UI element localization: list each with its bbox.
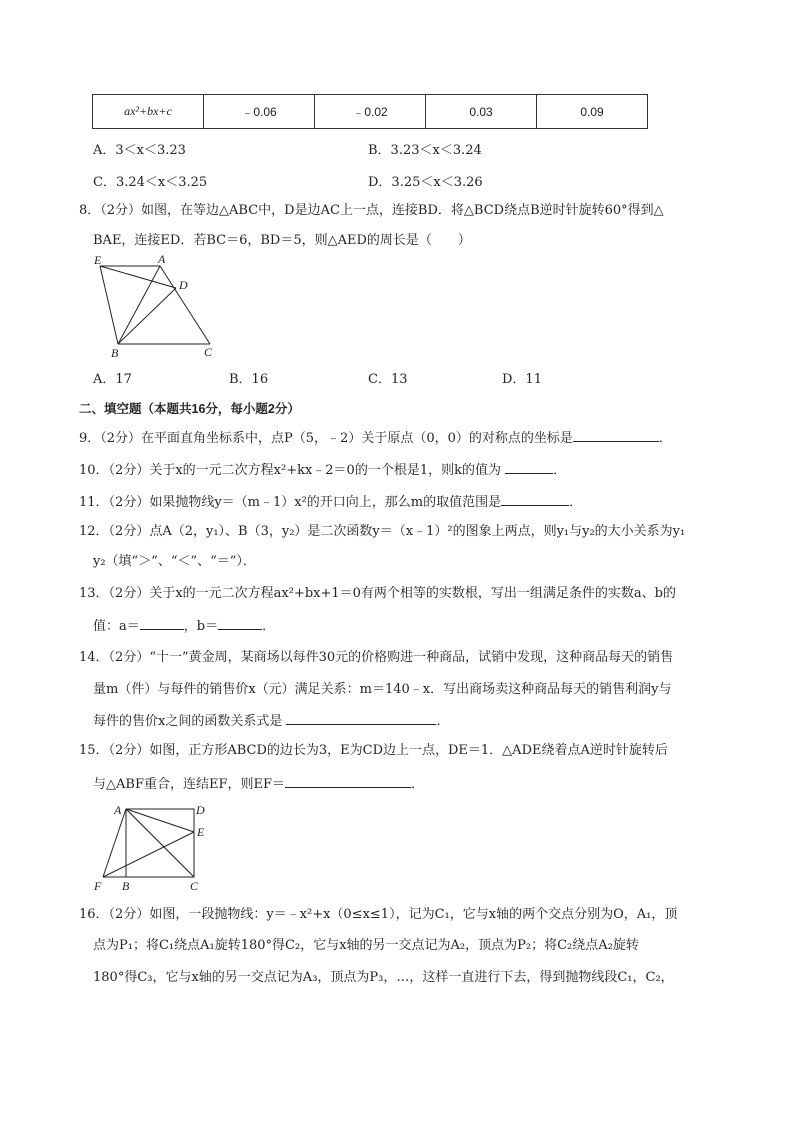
table-cell: 0.09 xyxy=(537,95,648,129)
values-table xyxy=(92,94,648,129)
table-cell: ﹣0.02 xyxy=(315,95,426,129)
q13-text-line1: 13．（2分）关于x的一元二次方程ax²+bx+1＝0有两个相等的实数根，写出一组满足条件的实数a、b的 xyxy=(79,586,676,601)
q14-end: ． xyxy=(436,714,450,729)
table-cell: ﹣0.06 xyxy=(204,95,315,129)
q14-text-line3: 每件的售价x之间的函数关系式是 xyxy=(93,714,283,729)
q9-answer-blank[interactable] xyxy=(573,429,659,442)
q15-label-c: C xyxy=(190,879,199,893)
table-cell: 0.03 xyxy=(426,95,537,129)
q9-text: 9．（2分）在平面直角坐标系中，点P（5，﹣2）关于原点（0，0）的对称点的坐标是 xyxy=(79,431,573,446)
q14-text-line1: 14．（2分）“十一”黄金周，某商场以每件30元的价格购进一种商品，试销中发现，这种商品每天的销售 xyxy=(79,650,674,665)
q13-a-blank[interactable] xyxy=(140,617,184,630)
q14-line3 xyxy=(93,712,450,730)
q15-text-line2: 与△ABF重合，连结EF，则EF＝ xyxy=(93,777,285,792)
q8-text-line1: 8．（2分）如图，在等边△ABC中，D是边AC上一点，连接BD．将△BCD绕点B逆时针旋转60°得到△ xyxy=(79,203,664,218)
q14-answer-blank[interactable] xyxy=(286,712,436,725)
q15-answer-blank[interactable] xyxy=(285,775,411,788)
q12-text-line2: y₂（填“＞”、“＜”、“＝”）． xyxy=(93,554,256,569)
q11-answer-blank[interactable] xyxy=(501,493,569,506)
q8-label-b: B xyxy=(111,346,119,360)
table-row xyxy=(93,95,648,129)
q8-option-c: C．13 xyxy=(368,372,408,387)
q15-label-b: B xyxy=(122,879,130,893)
q16-text-line1: 16．（2分）如图，一段抛物线：y＝﹣x²+x（0≤x≤1），记为C₁，它与x轴的两个交点分别为O，A₁，顶 xyxy=(79,907,678,922)
q8-figure xyxy=(88,252,223,362)
table-cell: ax²+bx+c xyxy=(93,95,204,129)
q16-text-line2: 点为P₁；将C₁绕点A₁旋转180°得C₂，它与x轴的另一交点记为A₂，顶点为P₂；将C₂绕点A₂旋转 xyxy=(93,938,639,953)
q13-b-label: ，b＝ xyxy=(183,619,219,634)
q14-text-line2: 量m（件）与每件的销售价x（元）满足关系：m＝140﹣x．写出商场卖这种商品每天的销售利润y与 xyxy=(93,682,672,697)
q13-end: ． xyxy=(262,619,276,634)
q15-end: ． xyxy=(410,777,424,792)
q15-text-line1: 15．（2分）如图，正方形ABCD的边长为3，E为CD边上一点，DE＝1．△ADE绕着点A逆时针旋转后 xyxy=(79,743,668,758)
q9 xyxy=(79,429,672,447)
q8-label-d: D xyxy=(179,278,188,292)
q8-label-a: A xyxy=(158,252,166,266)
q15-figure xyxy=(90,800,215,895)
q13-b-blank[interactable] xyxy=(218,617,262,630)
q10 xyxy=(79,461,566,479)
q15-line2 xyxy=(93,775,424,793)
q7-option-d: D．3.25＜x＜3.26 xyxy=(368,175,483,190)
q10-text: 10．（2分）关于x的一元二次方程x²+kx﹣2＝0的一个根是1，则k的值为 xyxy=(79,463,501,478)
q13-a-label: 值：a＝ xyxy=(93,619,140,634)
q15-label-d: D xyxy=(196,803,205,817)
q10-answer-blank[interactable] xyxy=(505,461,553,474)
q12-text-line1: 12．（2分）点A（2，y₁）、B（3，y₂）是二次函数y＝（x﹣1）²的图象上两点，则y₁与y₂的大小关系为y₁ xyxy=(79,524,686,539)
q11 xyxy=(79,493,582,511)
q8-option-a: A．17 xyxy=(93,372,132,387)
q8-option-b: B．16 xyxy=(229,372,269,387)
q16-text-line3: 180°得C₃，它与x轴的另一交点记为A₃，顶点为P₃，…，这样一直进行下去，得到抛物线段C₁，C₂， xyxy=(93,970,674,985)
q8-option-d: D．11 xyxy=(502,372,542,387)
q7-option-a: A．3＜x＜3.23 xyxy=(93,143,186,158)
q15-label-a: A xyxy=(114,803,122,817)
q11-end: ． xyxy=(569,495,583,510)
section-heading: 二、填空题（本题共16分，每小题2分） xyxy=(79,402,300,416)
q8-label-e: E xyxy=(94,253,102,267)
q8-label-c: C xyxy=(204,345,213,359)
q15-label-f: F xyxy=(94,879,102,893)
q9-end: ． xyxy=(658,431,672,446)
q13-line2 xyxy=(93,617,275,635)
q8-text-line2: BAE，连接ED．若BC＝6，BD＝5，则△AED的周长是（ ） xyxy=(93,233,471,248)
q11-text: 11．（2分）如果抛物线y＝（m﹣1）x²的开口向上，那么m的取值范围是 xyxy=(79,495,502,510)
q7-option-c: C．3.24＜x＜3.25 xyxy=(93,175,208,190)
q10-end: ． xyxy=(553,463,567,478)
q7-option-b: B．3.23＜x＜3.24 xyxy=(368,143,482,158)
q15-label-e: E xyxy=(197,825,205,839)
